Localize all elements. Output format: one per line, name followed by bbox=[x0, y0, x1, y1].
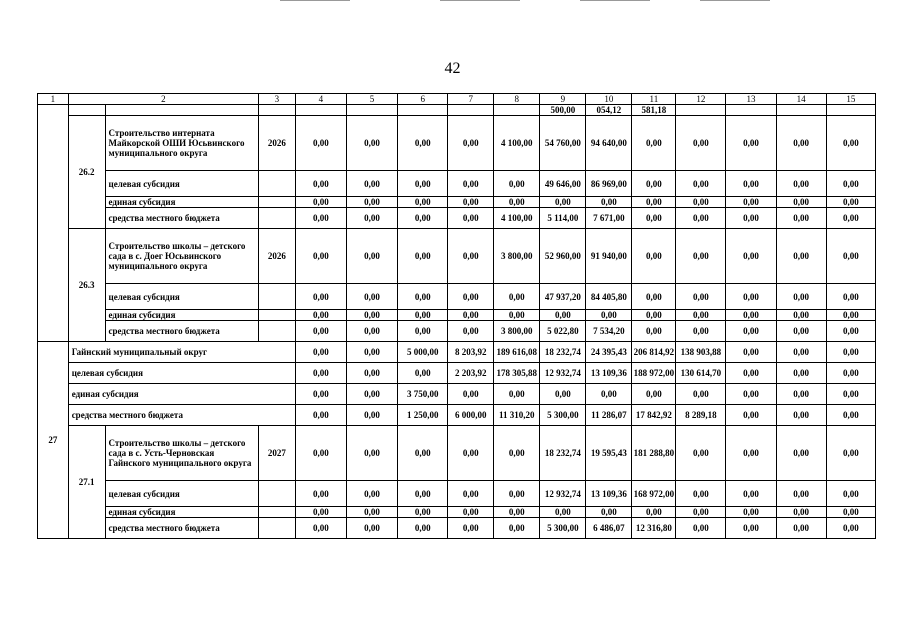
table-cell bbox=[676, 105, 726, 116]
row-label: единая субсидия bbox=[68, 384, 295, 405]
value-cell: 3 800,00 bbox=[494, 229, 540, 284]
value-cell: 0,00 bbox=[826, 116, 875, 171]
value-cell: 0,00 bbox=[448, 310, 494, 321]
value-cell: 84 405,80 bbox=[586, 284, 632, 310]
value-cell: 0,00 bbox=[726, 321, 776, 342]
value-cell: 0,00 bbox=[295, 481, 346, 507]
value-cell: 0,00 bbox=[726, 518, 776, 539]
value-cell bbox=[258, 171, 295, 197]
value-cell: 0,00 bbox=[540, 507, 586, 518]
value-cell: 0,00 bbox=[676, 507, 726, 518]
column-header: 9 bbox=[540, 94, 586, 105]
value-cell: 0,00 bbox=[295, 507, 346, 518]
value-cell: 0,00 bbox=[295, 310, 346, 321]
value-cell: 0,00 bbox=[726, 229, 776, 284]
column-header: 1 bbox=[38, 94, 69, 105]
value-cell: 0,00 bbox=[776, 116, 826, 171]
value-cell: 4 100,00 bbox=[494, 208, 540, 229]
table-row bbox=[38, 405, 876, 426]
value-cell: 0,00 bbox=[776, 310, 826, 321]
value-cell: 0,00 bbox=[586, 197, 632, 208]
row-label: средства местного бюджета bbox=[105, 518, 258, 539]
value-cell: 94 640,00 bbox=[586, 116, 632, 171]
value-cell: 0,00 bbox=[632, 310, 676, 321]
table-row bbox=[38, 518, 876, 539]
value-cell: 0,00 bbox=[295, 342, 346, 363]
row-label: целевая субсидия bbox=[105, 481, 258, 507]
table-cell bbox=[448, 105, 494, 116]
column-header: 15 bbox=[826, 94, 875, 105]
row-label: целевая субсидия bbox=[105, 171, 258, 197]
value-cell: 0,00 bbox=[448, 481, 494, 507]
value-cell: 0,00 bbox=[776, 208, 826, 229]
value-cell: 0,00 bbox=[826, 426, 875, 481]
value-cell: 54 760,00 bbox=[540, 116, 586, 171]
value-cell: 0,00 bbox=[676, 208, 726, 229]
value-cell: 0,00 bbox=[776, 518, 826, 539]
value-cell: 0,00 bbox=[346, 321, 397, 342]
value-cell: 0,00 bbox=[776, 342, 826, 363]
value-cell: 138 903,88 bbox=[676, 342, 726, 363]
table-row bbox=[38, 342, 876, 363]
value-cell: 0,00 bbox=[295, 405, 346, 426]
row-label: средства местного бюджета bbox=[105, 208, 258, 229]
value-cell: 19 595,43 bbox=[586, 426, 632, 481]
value-cell bbox=[258, 481, 295, 507]
value-cell: 0,00 bbox=[676, 116, 726, 171]
value-cell: 0,00 bbox=[726, 507, 776, 518]
value-cell bbox=[258, 321, 295, 342]
section-number bbox=[38, 105, 69, 342]
column-header: 10 bbox=[586, 94, 632, 105]
value-cell: 0,00 bbox=[448, 229, 494, 284]
value-cell: 0,00 bbox=[826, 197, 875, 208]
value-cell: 11 310,20 bbox=[494, 405, 540, 426]
value-cell: 0,00 bbox=[295, 321, 346, 342]
value-cell: 0,00 bbox=[295, 284, 346, 310]
row-label: единая субсидия bbox=[105, 310, 258, 321]
value-cell: 0,00 bbox=[726, 171, 776, 197]
value-cell: 0,00 bbox=[398, 229, 448, 284]
value-cell: 0,00 bbox=[448, 321, 494, 342]
value-cell: 0,00 bbox=[398, 116, 448, 171]
value-cell: 0,00 bbox=[540, 310, 586, 321]
value-cell: 18 232,74 bbox=[540, 426, 586, 481]
value-cell: 0,00 bbox=[676, 171, 726, 197]
table-cell bbox=[346, 105, 397, 116]
value-cell: 0,00 bbox=[448, 284, 494, 310]
value-cell: 17 842,92 bbox=[632, 405, 676, 426]
table-row bbox=[38, 105, 876, 116]
value-cell: 7 671,00 bbox=[586, 208, 632, 229]
value-cell: 0,00 bbox=[448, 208, 494, 229]
column-header: 3 bbox=[258, 94, 295, 105]
table-row bbox=[38, 363, 876, 384]
table-row bbox=[38, 284, 876, 310]
value-cell: 0,00 bbox=[632, 284, 676, 310]
value-cell bbox=[258, 518, 295, 539]
value-cell: 0,00 bbox=[676, 481, 726, 507]
value-cell: 0,00 bbox=[494, 481, 540, 507]
row-label: Гайнский муниципальный округ bbox=[68, 342, 295, 363]
value-cell: 91 940,00 bbox=[586, 229, 632, 284]
top-rule-mid bbox=[440, 0, 520, 1]
row-label: средства местного бюджета bbox=[105, 321, 258, 342]
table-row bbox=[38, 229, 876, 284]
value-cell: 0,00 bbox=[726, 116, 776, 171]
value-cell: 0,00 bbox=[676, 229, 726, 284]
value-cell: 0,00 bbox=[586, 310, 632, 321]
value-cell: 12 316,80 bbox=[632, 518, 676, 539]
row-label: Строительство школы – детского сада в с. Доег Юсьвинского муниципального округа bbox=[105, 229, 258, 284]
value-cell: 188 972,00 bbox=[632, 363, 676, 384]
value-cell: 0,00 bbox=[826, 284, 875, 310]
value-cell: 0,00 bbox=[726, 405, 776, 426]
value-cell: 0,00 bbox=[494, 518, 540, 539]
column-header: 7 bbox=[448, 94, 494, 105]
column-header: 11 bbox=[632, 94, 676, 105]
value-cell: 181 288,80 bbox=[632, 426, 676, 481]
value-cell: 0,00 bbox=[726, 310, 776, 321]
value-cell: 0,00 bbox=[398, 284, 448, 310]
value-cell: 0,00 bbox=[632, 384, 676, 405]
value-cell: 0,00 bbox=[826, 321, 875, 342]
row-label: единая субсидия bbox=[105, 197, 258, 208]
row-label: единая субсидия bbox=[105, 507, 258, 518]
value-cell: 130 614,70 bbox=[676, 363, 726, 384]
value-cell: 0,00 bbox=[346, 116, 397, 171]
value-cell: 0,00 bbox=[586, 384, 632, 405]
value-cell: 0,00 bbox=[346, 384, 397, 405]
value-cell: 054,12 bbox=[586, 105, 632, 116]
value-cell: 0,00 bbox=[776, 229, 826, 284]
column-header: 13 bbox=[726, 94, 776, 105]
value-cell: 0,00 bbox=[295, 384, 346, 405]
value-cell: 206 814,92 bbox=[632, 342, 676, 363]
value-cell: 0,00 bbox=[398, 310, 448, 321]
value-cell: 0,00 bbox=[776, 507, 826, 518]
page-number: 42 bbox=[444, 60, 461, 77]
value-cell: 86 969,00 bbox=[586, 171, 632, 197]
value-cell: 0,00 bbox=[826, 518, 875, 539]
value-cell: 0,00 bbox=[726, 342, 776, 363]
value-cell: 0,00 bbox=[398, 363, 448, 384]
value-cell: 8 289,18 bbox=[676, 405, 726, 426]
table-row bbox=[38, 321, 876, 342]
value-cell: 18 232,74 bbox=[540, 342, 586, 363]
value-cell: 0,00 bbox=[398, 208, 448, 229]
subsection-number: 26.2 bbox=[68, 116, 105, 229]
value-cell: 0,00 bbox=[776, 363, 826, 384]
value-cell: 0,00 bbox=[346, 310, 397, 321]
value-cell: 0,00 bbox=[448, 384, 494, 405]
value-cell: 0,00 bbox=[494, 197, 540, 208]
table-row bbox=[38, 171, 876, 197]
value-cell: 7 534,20 bbox=[586, 321, 632, 342]
value-cell: 0,00 bbox=[494, 384, 540, 405]
value-cell: 0,00 bbox=[676, 426, 726, 481]
value-cell: 0,00 bbox=[295, 518, 346, 539]
column-header: 14 bbox=[776, 94, 826, 105]
value-cell: 0,00 bbox=[494, 171, 540, 197]
value-cell: 0,00 bbox=[448, 197, 494, 208]
value-cell: 0,00 bbox=[540, 384, 586, 405]
value-cell: 0,00 bbox=[494, 426, 540, 481]
value-cell: 0,00 bbox=[676, 384, 726, 405]
value-cell: 0,00 bbox=[632, 507, 676, 518]
value-cell: 0,00 bbox=[494, 507, 540, 518]
table-cell bbox=[295, 105, 346, 116]
value-cell: 0,00 bbox=[448, 116, 494, 171]
value-cell: 0,00 bbox=[295, 208, 346, 229]
value-cell: 0,00 bbox=[826, 481, 875, 507]
value-cell: 0,00 bbox=[346, 284, 397, 310]
table-cell bbox=[726, 105, 776, 116]
value-cell: 0,00 bbox=[676, 518, 726, 539]
value-cell: 0,00 bbox=[776, 284, 826, 310]
value-cell: 0,00 bbox=[494, 310, 540, 321]
table-cell bbox=[398, 105, 448, 116]
value-cell: 3 750,00 bbox=[398, 384, 448, 405]
value-cell: 13 109,36 bbox=[586, 481, 632, 507]
table-row bbox=[38, 208, 876, 229]
value-cell: 0,00 bbox=[295, 171, 346, 197]
value-cell: 0,00 bbox=[826, 507, 875, 518]
value-cell: 5 000,00 bbox=[398, 342, 448, 363]
value-cell: 5 300,00 bbox=[540, 518, 586, 539]
value-cell: 0,00 bbox=[494, 284, 540, 310]
table-row bbox=[38, 116, 876, 171]
top-rule-right bbox=[580, 0, 650, 1]
value-cell: 2027 bbox=[258, 426, 295, 481]
table-row bbox=[38, 384, 876, 405]
value-cell: 168 972,00 bbox=[632, 481, 676, 507]
value-cell: 5 022,80 bbox=[540, 321, 586, 342]
value-cell: 0,00 bbox=[398, 507, 448, 518]
top-rule-far bbox=[700, 0, 770, 1]
value-cell: 12 932,74 bbox=[540, 363, 586, 384]
value-cell: 0,00 bbox=[826, 405, 875, 426]
value-cell: 0,00 bbox=[448, 171, 494, 197]
value-cell: 2026 bbox=[258, 116, 295, 171]
table-row bbox=[38, 426, 876, 481]
value-cell bbox=[258, 284, 295, 310]
table-cell bbox=[258, 105, 295, 116]
row-label: Строительство школы – детского сада в с. Усть-Черновская Гайнского муниципального округа bbox=[105, 426, 258, 481]
value-cell: 0,00 bbox=[448, 518, 494, 539]
value-cell: 5 300,00 bbox=[540, 405, 586, 426]
value-cell: 0,00 bbox=[295, 229, 346, 284]
value-cell: 0,00 bbox=[676, 310, 726, 321]
column-header: 5 bbox=[346, 94, 397, 105]
value-cell: 0,00 bbox=[346, 518, 397, 539]
value-cell: 0,00 bbox=[826, 342, 875, 363]
value-cell: 0,00 bbox=[295, 426, 346, 481]
value-cell: 0,00 bbox=[632, 321, 676, 342]
value-cell: 0,00 bbox=[346, 197, 397, 208]
value-cell: 0,00 bbox=[826, 310, 875, 321]
value-cell: 189 616,08 bbox=[494, 342, 540, 363]
value-cell: 0,00 bbox=[676, 321, 726, 342]
value-cell: 0,00 bbox=[448, 507, 494, 518]
value-cell: 0,00 bbox=[632, 116, 676, 171]
column-header: 4 bbox=[295, 94, 346, 105]
budget-table bbox=[37, 93, 876, 539]
value-cell: 12 932,74 bbox=[540, 481, 586, 507]
value-cell bbox=[258, 208, 295, 229]
value-cell: 0,00 bbox=[295, 116, 346, 171]
value-cell: 0,00 bbox=[346, 342, 397, 363]
table-row bbox=[38, 197, 876, 208]
table-cell bbox=[494, 105, 540, 116]
value-cell: 0,00 bbox=[448, 426, 494, 481]
value-cell: 49 646,00 bbox=[540, 171, 586, 197]
value-cell: 4 100,00 bbox=[494, 116, 540, 171]
column-header: 2 bbox=[68, 94, 258, 105]
value-cell: 47 937,20 bbox=[540, 284, 586, 310]
value-cell: 0,00 bbox=[346, 171, 397, 197]
value-cell: 0,00 bbox=[676, 284, 726, 310]
value-cell: 0,00 bbox=[398, 171, 448, 197]
value-cell bbox=[258, 197, 295, 208]
value-cell: 1 250,00 bbox=[398, 405, 448, 426]
value-cell: 6 000,00 bbox=[448, 405, 494, 426]
table-cell bbox=[826, 105, 875, 116]
top-rule-left bbox=[280, 0, 350, 1]
value-cell: 0,00 bbox=[398, 426, 448, 481]
value-cell: 0,00 bbox=[632, 229, 676, 284]
value-cell: 0,00 bbox=[295, 197, 346, 208]
value-cell: 581,18 bbox=[632, 105, 676, 116]
table-row bbox=[38, 507, 876, 518]
value-cell: 0,00 bbox=[295, 363, 346, 384]
table-cell bbox=[776, 105, 826, 116]
value-cell bbox=[258, 310, 295, 321]
value-cell: 24 395,43 bbox=[586, 342, 632, 363]
column-header: 6 bbox=[398, 94, 448, 105]
value-cell: 0,00 bbox=[632, 208, 676, 229]
value-cell: 0,00 bbox=[346, 426, 397, 481]
table-row bbox=[38, 481, 876, 507]
value-cell: 0,00 bbox=[676, 197, 726, 208]
value-cell: 0,00 bbox=[726, 426, 776, 481]
value-cell: 13 109,36 bbox=[586, 363, 632, 384]
value-cell: 0,00 bbox=[726, 363, 776, 384]
row-label: средства местного бюджета bbox=[68, 405, 295, 426]
value-cell: 0,00 bbox=[726, 284, 776, 310]
value-cell: 0,00 bbox=[776, 171, 826, 197]
value-cell: 8 203,92 bbox=[448, 342, 494, 363]
value-cell: 0,00 bbox=[346, 229, 397, 284]
value-cell: 0,00 bbox=[632, 197, 676, 208]
value-cell: 0,00 bbox=[632, 171, 676, 197]
value-cell: 5 114,00 bbox=[540, 208, 586, 229]
value-cell: 11 286,07 bbox=[586, 405, 632, 426]
value-cell: 0,00 bbox=[776, 405, 826, 426]
value-cell: 0,00 bbox=[398, 481, 448, 507]
value-cell: 6 486,07 bbox=[586, 518, 632, 539]
value-cell: 0,00 bbox=[776, 481, 826, 507]
table-cell bbox=[105, 105, 258, 116]
section-number: 27 bbox=[38, 342, 69, 539]
value-cell: 0,00 bbox=[776, 384, 826, 405]
row-label: целевая субсидия bbox=[68, 363, 295, 384]
value-cell: 0,00 bbox=[540, 197, 586, 208]
value-cell: 0,00 bbox=[826, 384, 875, 405]
value-cell: 0,00 bbox=[398, 197, 448, 208]
value-cell: 0,00 bbox=[826, 229, 875, 284]
value-cell: 0,00 bbox=[826, 171, 875, 197]
value-cell: 0,00 bbox=[346, 507, 397, 518]
value-cell: 0,00 bbox=[826, 208, 875, 229]
value-cell bbox=[258, 507, 295, 518]
value-cell: 2 203,92 bbox=[448, 363, 494, 384]
table-cell bbox=[68, 105, 105, 116]
value-cell: 178 305,88 bbox=[494, 363, 540, 384]
value-cell: 0,00 bbox=[726, 481, 776, 507]
value-cell: 0,00 bbox=[346, 208, 397, 229]
value-cell: 0,00 bbox=[826, 363, 875, 384]
value-cell: 0,00 bbox=[776, 197, 826, 208]
value-cell: 0,00 bbox=[398, 518, 448, 539]
row-label: Строительство интерната Майкорской ОШИ Юсьвинского муниципального округа bbox=[105, 116, 258, 171]
row-label: целевая субсидия bbox=[105, 284, 258, 310]
value-cell: 0,00 bbox=[776, 426, 826, 481]
value-cell: 0,00 bbox=[586, 507, 632, 518]
value-cell: 2026 bbox=[258, 229, 295, 284]
table-row bbox=[38, 94, 876, 105]
table-row bbox=[38, 310, 876, 321]
column-header: 12 bbox=[676, 94, 726, 105]
value-cell: 0,00 bbox=[346, 363, 397, 384]
subsection-number: 27.1 bbox=[68, 426, 105, 539]
value-cell: 0,00 bbox=[346, 405, 397, 426]
value-cell: 52 960,00 bbox=[540, 229, 586, 284]
value-cell: 0,00 bbox=[726, 197, 776, 208]
value-cell: 500,00 bbox=[540, 105, 586, 116]
column-header: 8 bbox=[494, 94, 540, 105]
value-cell: 0,00 bbox=[398, 321, 448, 342]
subsection-number: 26.3 bbox=[68, 229, 105, 342]
value-cell: 0,00 bbox=[726, 384, 776, 405]
value-cell: 3 800,00 bbox=[494, 321, 540, 342]
value-cell: 0,00 bbox=[346, 481, 397, 507]
value-cell: 0,00 bbox=[776, 321, 826, 342]
value-cell: 0,00 bbox=[726, 208, 776, 229]
